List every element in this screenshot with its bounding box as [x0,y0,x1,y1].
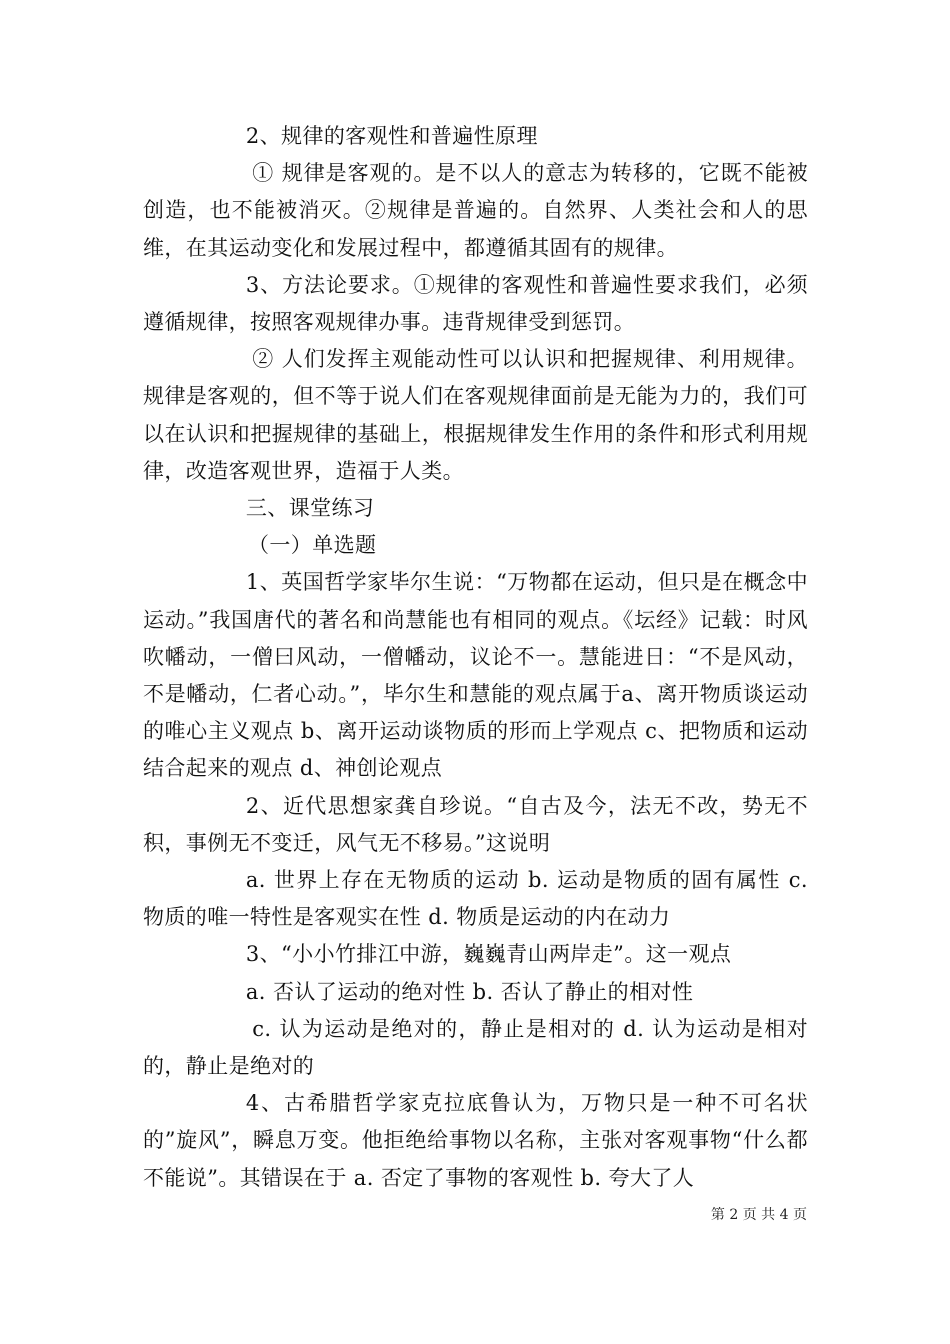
question-2-options: a. 世界上存在无物质的运动 b. 运动是物质的固有属性 c. 物质的唯一特性是客观实在性 d. 物质是运动的内在动力 [143,868,808,930]
page-number-footer: 第 2 页 共 4 页 [710,1207,807,1223]
question-3-options-cd: c. 认为运动是绝对的，静止是相对的 d. 认为运动是相对的，静止是绝对的 [143,1016,808,1079]
paragraph-law-objective: ① 规律是客观的。是不以人的意志为转移的，它既不能被创造，也不能被消灭。②规律是普遍的。自然界、人类社会和人的思维，在其运动变化和发展过程中，都遵循其固有的规律。 [143,161,808,260]
question-4: 4、古希腊哲学家克拉底鲁认为，万物只是一种不可名状的”旋风”，瞬息万变。他拒绝给事物以名称，主张对客观事物“什么都不能说”。其错误在于 a. 否定了事物的客观性 b. 夸大了人 [143,1091,808,1190]
paragraph-principle-heading: 2、规律的客观性和普遍性原理 [245,124,538,148]
subsection-heading-single-choice: （一）单选题 [248,533,377,558]
document-body [143,118,808,1197]
question-1: 1、英国哲学家毕尔生说：“万物都在运动，但只是在概念中运动。”我国唐代的著名和尚慧能也有相同的观点。《坛经》记载：时风吹幡动，一僧曰风动，一僧幡动，议论不一。慧能进日：“不是风动，不是幡动，仁者心动。”，毕尔生和慧能的观点属于a、离开物质谈运动的唯心主义观点 b、离开运动谈物质的形而上学观点 c、把物质和运动结合起来的观点 d、神创论观点 [143,570,808,781]
question-2: 2、近代思想家龚自珍说。“自古及今，法无不改，势无不积，事例无不变迁，风气无不移易。”这说明 [143,793,808,855]
paragraph-method-requirement: 3、方法论要求。①规律的客观性和普遍性要求我们，必须遵循规律，按照客观规律办事。违背规律受到惩罚。 [143,272,808,335]
question-3: 3、“小小竹排江中游，巍巍青山两岸走”。这一观点 [245,942,732,967]
paragraph-subjective-initiative: ② 人们发挥主观能动性可以认识和把握规律、利用规律。规律是客观的，但不等于说人们在客观规律面前是无能为力的，我们可以在认识和把握规律的基础上，根据规律发生作用的条件和形式利用规律，改造客观世界，造福于人类。 [143,347,808,483]
section-heading-classroom-exercise: 三、课堂练习 [245,496,375,521]
question-3-options-ab: a. 否认了运动的绝对性 b. 否认了静止的相对性 [245,979,694,1004]
